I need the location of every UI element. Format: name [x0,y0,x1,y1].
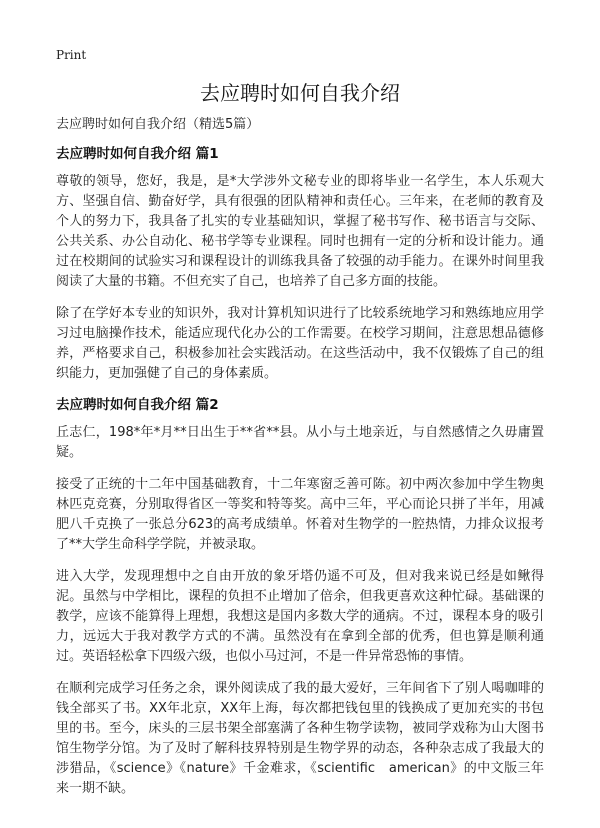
paragraph: 接受了正统的十二年中国基础教育，十二年寒窗乏善可陈。初中两次参加中学生物奥林匹克竞赛，分别取得省区一等奖和特等奖。高中三年，平心而论只拼了半年，用减肥八千克换了一张总分623的高考成绩单。怀着对生物学的一腔热情，力排众议报考了**大学生命科学学院，并被录取。 [56,477,544,552]
print-link[interactable]: Print [56,48,87,62]
paragraph: 除了在学好本专业的知识外，我对计算机知识进行了比较系统地学习和熟练地应用学习过电脑操作技术，能适应现代化办公的工作需要。在校学习期间，注意思想品德修养，严格要求自己，积极参加社会实践活动。在这些活动中，我不仅锻炼了自己的组织能力，更加强健了自己的身体素质。 [56,306,544,381]
section-heading: 去应聘时如何自我介绍 篇2 [56,397,219,413]
page-title: 去应聘时如何自我介绍 [200,81,400,105]
paragraph: 在顺利完成学习任务之余，课外阅读成了我的最大爱好，三年间省下了别人喝咖啡的钱全部买了书。XX年北京，XX年上海，每次都把钱包里的钱换成了更加充实的书包里的书。至今，床头的三层书架全部塞满了各种生物学读物，被同学戏称为山大图书馆生物学分馆。为了及时了解科技界特别是生物学界的动态，各种杂志成了我最大的涉猎品，《science》《nature》千金难求，《scientific american》的中文版三年来一期不缺。 [56,681,544,796]
section-2 [56,395,544,799]
section-heading: 去应聘时如何自我介绍 篇1 [56,146,219,162]
paragraph: 尊敬的领导，您好，我是，是*大学涉外文秘专业的即将毕业一名学生，本人乐观大方、坚强自信、勤奋好学，具有很强的团队精神和责任心。三年来，在老师的教育及个人的努力下，我具备了扎实的专业基础知识，掌握了秘书写作、秘书语言与交际、公共关系、办公自动化、秘书学等专业课程。同时也拥有一定的分析和设计能力。通过在校期间的试验实习和课程设计的训练我具备了较强的动手能力。在课外时间里我阅读了大量的书籍。不但充实了自己，也培养了自己多方面的技能。 [56,174,544,289]
section-1 [56,144,544,384]
paragraph: 进入大学，发现理想中之自由开放的象牙塔仍遥不可及，但对我来说已经是如鳅得泥。虽然与中学相比，课程的负担不止增加了倍余，但我更喜欢这种忙碌。基础课的教学，应该不能算得上理想，我想这是国内多数大学的通病。不过，课程本身的吸引力，远远大于我对教学方式的不满。虽然没有在拿到全部的优秀，但也算是顺利通过。英语轻松拿下四级六级，也似小马过河，不是一件异常恐怖的事情。 [56,569,544,664]
document-subtitle: 去应聘时如何自我介绍（精选5篇） [56,117,260,132]
paragraph: 丘志仁，198*年*月**日出生于**省**县。从小与土地亲近，与自然感情之久毋庸置疑。 [56,425,544,460]
